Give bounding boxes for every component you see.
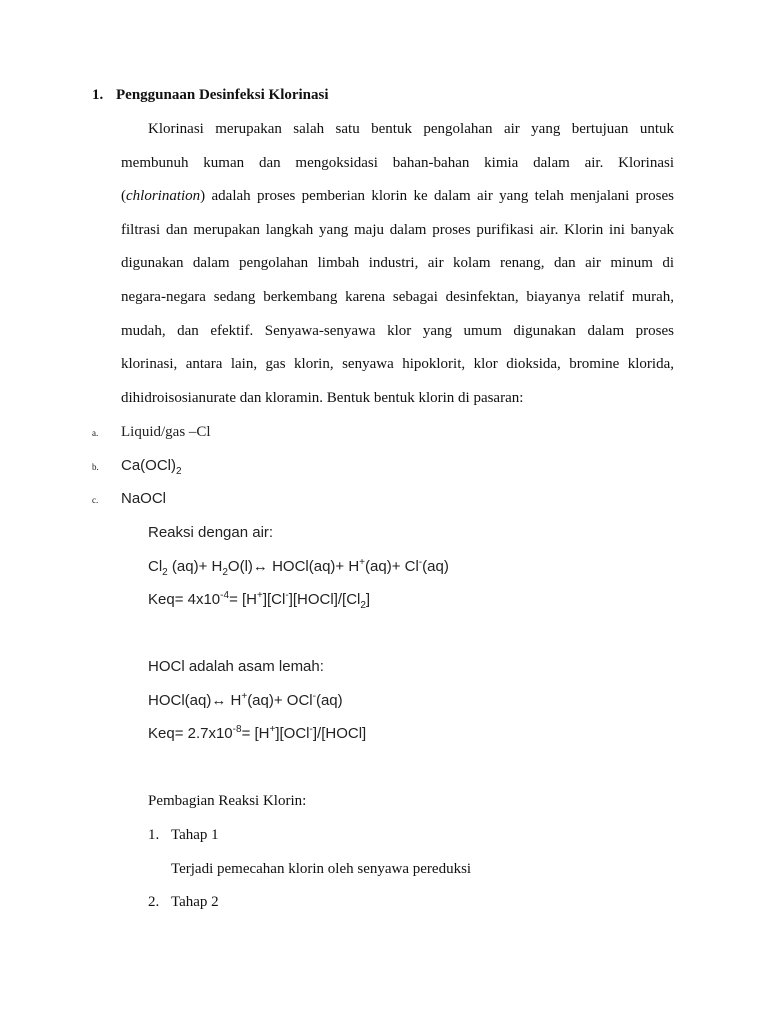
paragraph-line-text: adalah proses pemberian klorin ke dalam air yang telah menjalani proses	[211, 188, 674, 205]
keq-equation	[148, 589, 370, 611]
section-title: Penggunaan Desinfeksi Klorinasi	[116, 87, 329, 103]
hocl-equation	[148, 690, 343, 712]
superscript: +	[359, 557, 366, 568]
step-item	[148, 891, 219, 913]
paragraph-line: klorinasi, antara lain, gas klorin, senyawa hipoklorit, klor dioksida, bromine klorida,	[121, 356, 674, 373]
list-item	[92, 455, 182, 478]
eq-text: (aq)+ H	[167, 558, 223, 575]
paragraph-line: negara-negara sedang berkembang karena sebagai desinfektan, biayanya relatif murah,	[121, 288, 674, 305]
eq-text: O(l)↔ HOCl(aq)+ H	[227, 558, 360, 575]
list-marker: c.	[92, 494, 99, 505]
list-marker: a.	[92, 427, 99, 438]
list-item	[92, 421, 211, 444]
paragraph-line: dihidroisosianurate dan kloramin. Bentuk bentuk klorin di pasaran:	[121, 389, 524, 406]
eq-text: (aq)+ Cl	[365, 558, 419, 575]
superscript: +	[241, 691, 248, 702]
eq-text: ]/[HOCl]	[312, 725, 367, 742]
superscript: -	[312, 691, 316, 702]
step-number: 1.	[148, 827, 160, 843]
eq-text: (aq)+ OCl	[247, 692, 313, 709]
list-item-text: Liquid/gas –Cl	[121, 424, 211, 440]
eq-text: Keq= 2.7x10	[148, 725, 233, 742]
superscript: -8	[232, 724, 242, 735]
superscript: -	[285, 590, 289, 601]
eq-text: (aq)	[422, 558, 449, 575]
eq-text: = [H	[241, 725, 270, 742]
eq-text: = [H	[229, 591, 257, 608]
formula-text: Ca(OCl)	[121, 457, 176, 474]
eq-text: (aq)	[315, 692, 343, 709]
section-heading	[92, 87, 329, 104]
eq-text: HOCl(aq)↔ H	[148, 692, 242, 709]
step-item	[148, 824, 219, 846]
subscript: 2	[176, 466, 182, 477]
eq-text: Keq= 4x10	[148, 591, 221, 608]
hocl-label: HOCl adalah asam lemah:	[148, 658, 324, 675]
eq-text: ][Cl	[262, 591, 286, 608]
superscript: -4	[220, 590, 230, 601]
subscript: 2	[162, 567, 168, 578]
eq-text: ][HOCl]/[Cl	[288, 591, 361, 608]
superscript: +	[257, 590, 263, 601]
chlorination-term: chlorination	[126, 188, 201, 205]
superscript: -	[309, 724, 313, 735]
division-label: Pembagian Reaksi Klorin:	[148, 793, 307, 809]
paragraph-line: membunuh kuman dan mengoksidasi bahan-bahan kimia dalam air. Klorinasi	[121, 154, 674, 171]
paragraph-line: Klorinasi merupakan salah satu bentuk pengolahan air yang bertujuan untuk	[148, 121, 674, 137]
section-number: 1.	[92, 87, 104, 103]
body-paragraph	[121, 118, 674, 420]
eq-text: ]	[365, 591, 371, 608]
superscript: +	[269, 724, 276, 735]
superscript: -	[418, 557, 423, 568]
paragraph-line: digunakan dalam pengolahan limbah industri, air kolam renang, dan air minum di	[121, 255, 674, 272]
list-marker: b.	[92, 461, 99, 472]
reaction-equation	[148, 556, 449, 578]
eq-text: ][OCl	[275, 725, 310, 742]
paragraph-line: (chlorination) adalah proses pemberian klorin ke dalam air yang telah menjalani proses	[121, 188, 674, 205]
list-item-text: NaOCl	[121, 490, 167, 507]
step-title: Tahap 1	[171, 827, 219, 843]
paragraph-line: filtrasi dan merupakan langkah yang maju dalam proses purifikasi air. Klorin ini banyak	[121, 221, 674, 238]
step-number: 2.	[148, 894, 160, 910]
hocl-keq-equation	[148, 723, 366, 745]
subscript: 2	[360, 600, 366, 611]
step-title: Tahap 2	[171, 894, 219, 910]
step-description: Terjadi pemecahan klorin oleh senyawa pereduksi	[171, 861, 472, 877]
eq-text: Cl	[148, 558, 163, 575]
paragraph-line: mudah, dan efektif. Senyawa-senyawa klor yang umum digunakan dalam proses	[121, 322, 674, 339]
reaction-label: Reaksi dengan air:	[148, 524, 274, 541]
list-item	[92, 488, 166, 511]
list-item-text	[121, 457, 182, 477]
subscript: 2	[222, 567, 228, 578]
